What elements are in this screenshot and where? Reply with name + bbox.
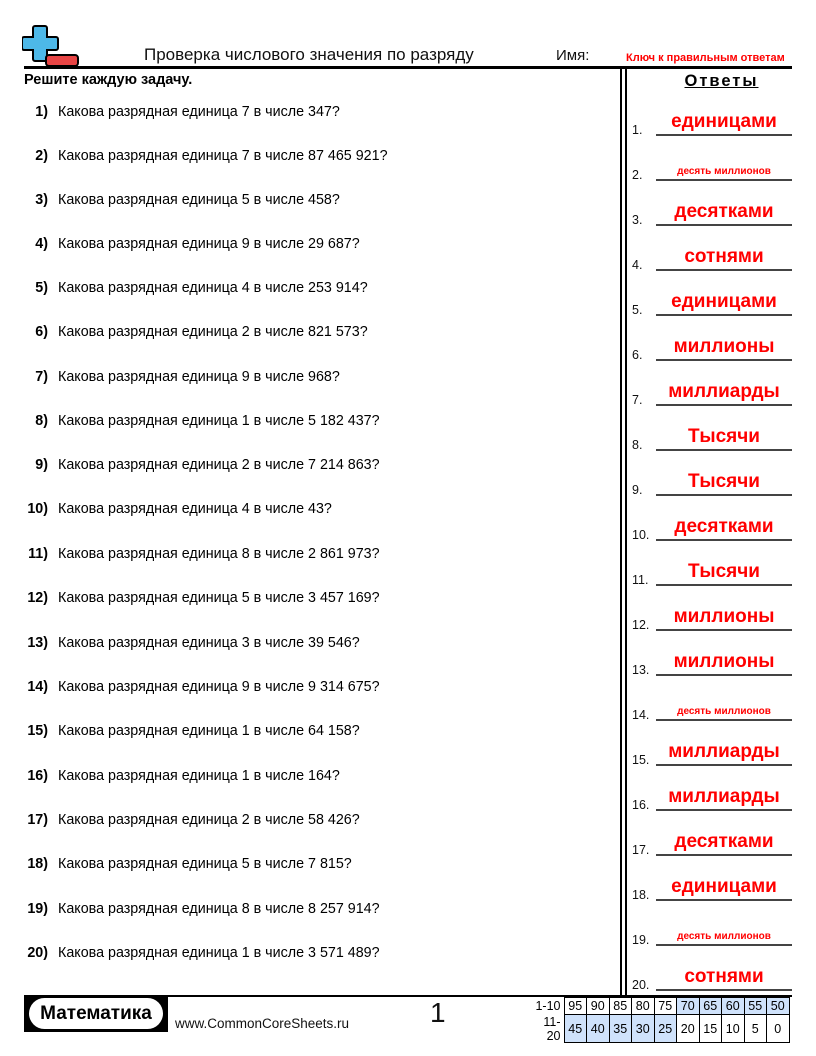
answer-line: [656, 179, 792, 181]
answer-value: десять миллионов: [677, 166, 771, 177]
answer-item: [632, 183, 792, 227]
answer-number: 4.: [632, 258, 643, 272]
answer-line: [656, 359, 792, 361]
answer-item: [632, 228, 792, 272]
score-cell: 35: [609, 1015, 632, 1043]
score-cell: 65: [699, 998, 722, 1015]
answer-number: 7.: [632, 393, 643, 407]
answer-item: [632, 363, 792, 407]
question-text: Какова разрядная единица 2 в числе 821 573?: [58, 324, 368, 340]
score-cell: 90: [587, 998, 610, 1015]
question-number: 5): [35, 280, 48, 296]
answer-item: [632, 93, 792, 137]
question-number: 1): [35, 104, 48, 120]
score-row-label: 11-20: [543, 1014, 561, 1043]
answer-number: 20.: [632, 978, 650, 992]
question-text: Какова разрядная единица 9 в числе 968?: [58, 369, 340, 385]
answers-heading: Ответы: [684, 72, 759, 90]
question-number: 4): [35, 236, 48, 252]
question-number: 14): [27, 679, 48, 695]
answer-value: миллионы: [673, 651, 775, 672]
score-cell: 50: [767, 998, 790, 1015]
answer-number: 12.: [632, 618, 650, 632]
answer-value: сотнями: [684, 246, 764, 267]
score-cell: 0: [767, 1015, 790, 1043]
plus-minus-logo-icon: [22, 24, 80, 68]
answer-item: [632, 138, 792, 182]
question-number: 6): [35, 324, 48, 340]
worksheet-title: Проверка числового значения по разряду: [144, 45, 474, 64]
answer-value: миллиарды: [668, 741, 780, 762]
answer-line: [656, 494, 792, 496]
score-cell: 55: [744, 998, 767, 1015]
answer-value: десять миллионов: [677, 706, 771, 717]
score-cell: 10: [722, 1015, 745, 1043]
answer-value: единицами: [671, 876, 777, 897]
score-table: [530, 997, 790, 1043]
answer-number: 8.: [632, 438, 643, 452]
answer-line: [656, 224, 792, 226]
score-cell: 95: [564, 998, 587, 1015]
answer-item: [632, 858, 792, 902]
answer-value: десятками: [674, 831, 774, 852]
answer-number: 11.: [632, 573, 649, 587]
question-text: Какова разрядная единица 2 в числе 58 426?: [58, 812, 360, 828]
question-text: Какова разрядная единица 8 в числе 8 257 914?: [58, 901, 380, 917]
score-cell: 20: [677, 1015, 700, 1043]
answer-line: [656, 134, 792, 136]
question-number: 16): [27, 768, 48, 784]
answer-number: 19.: [632, 933, 650, 947]
answer-item: [632, 453, 792, 497]
site-link[interactable]: www.CommonCoreSheets.ru: [175, 1016, 350, 1031]
question-text: Какова разрядная единица 2 в числе 7 214 863?: [58, 457, 380, 473]
question-text: Какова разрядная единица 7 в числе 87 465 921?: [58, 148, 388, 164]
answer-item: [632, 678, 792, 722]
answer-number: 18.: [632, 888, 650, 902]
answer-item: [632, 318, 792, 362]
header-divider: [24, 66, 792, 69]
answer-number: 17.: [632, 843, 650, 857]
answer-number: 1.: [632, 123, 643, 137]
question-number: 7): [35, 369, 48, 385]
answer-item: [632, 273, 792, 317]
answer-value: миллионы: [673, 606, 775, 627]
answer-number: 10.: [632, 528, 650, 542]
score-row: [530, 998, 789, 1015]
question-number: 17): [27, 812, 48, 828]
answer-value: десять миллионов: [677, 931, 771, 942]
question-text: Какова разрядная единица 1 в числе 3 571 489?: [58, 945, 380, 961]
answer-value: Тысячи: [688, 561, 760, 582]
answer-line: [656, 449, 792, 451]
answer-key-label: Ключ к правильным ответам: [626, 52, 785, 64]
question-number: 15): [27, 723, 48, 739]
answer-value: миллионы: [673, 336, 775, 357]
answer-line: [656, 899, 792, 901]
question-number: 2): [35, 148, 48, 164]
answer-line: [656, 674, 792, 676]
question-number: 10): [27, 501, 48, 517]
answer-item: [632, 408, 792, 452]
answer-line: [656, 269, 792, 271]
question-text: Какова разрядная единица 1 в числе 5 182 437?: [58, 413, 380, 429]
answer-item: [632, 543, 792, 587]
answer-line: [656, 764, 792, 766]
answer-value: десятками: [674, 516, 774, 537]
question-text: Какова разрядная единица 4 в числе 253 914?: [58, 280, 368, 296]
score-row: [530, 1015, 789, 1043]
answer-number: 14.: [632, 708, 650, 722]
page-number: 1: [430, 997, 446, 1028]
answer-line: [656, 584, 792, 586]
instructions: Решите каждую задачу.: [24, 72, 193, 88]
answer-number: 15.: [632, 753, 650, 767]
answer-line: [656, 989, 792, 991]
answer-item: [632, 588, 792, 632]
question-text: Какова разрядная единица 7 в числе 347?: [58, 104, 340, 120]
question-number: 20): [27, 945, 48, 961]
answer-line: [656, 719, 792, 721]
answer-line: [656, 314, 792, 316]
score-cell: 85: [609, 998, 632, 1015]
score-cell: 5: [744, 1015, 767, 1043]
question-number: 8): [35, 413, 48, 429]
answer-value: единицами: [671, 111, 777, 132]
question-number: 3): [35, 192, 48, 208]
answer-item: [632, 498, 792, 542]
score-cell: 25: [654, 1015, 677, 1043]
question-number: 19): [27, 901, 48, 917]
question-text: Какова разрядная единица 4 в числе 43?: [58, 501, 332, 517]
column-divider: [620, 69, 627, 996]
answer-item: [632, 768, 792, 812]
score-cell: 40: [587, 1015, 610, 1043]
question-text: Какова разрядная единица 9 в числе 29 687?: [58, 236, 360, 252]
question-text: Какова разрядная единица 3 в числе 39 546?: [58, 635, 360, 651]
score-cell: 60: [722, 998, 745, 1015]
answer-number: 5.: [632, 303, 643, 317]
score-cell: 15: [699, 1015, 722, 1043]
answer-line: [656, 629, 792, 631]
answer-item: [632, 723, 792, 767]
score-cell: 80: [632, 998, 655, 1015]
name-label: Имя:: [556, 47, 590, 64]
question-text: Какова разрядная единица 8 в числе 2 861 973?: [58, 546, 380, 562]
question-number: 18): [27, 856, 48, 872]
score-cell: 75: [654, 998, 677, 1015]
answer-line: [656, 539, 792, 541]
score-row-label: 1-10: [535, 999, 561, 1013]
question-text: Какова разрядная единица 1 в числе 164?: [58, 768, 340, 784]
question-text: Какова разрядная единица 1 в числе 64 158?: [58, 723, 360, 739]
score-cell: 45: [564, 1015, 587, 1043]
answer-number: 9.: [632, 483, 643, 497]
question-number: 9): [35, 457, 48, 473]
question-number: 11): [28, 546, 48, 562]
answer-number: 2.: [632, 168, 643, 182]
score-cell: 30: [632, 1015, 655, 1043]
answer-value: Тысячи: [688, 471, 760, 492]
answer-value: миллиарды: [668, 381, 780, 402]
question-text: Какова разрядная единица 5 в числе 7 815?: [58, 856, 352, 872]
question-text: Какова разрядная единица 5 в числе 458?: [58, 192, 340, 208]
answer-value: сотнями: [684, 966, 764, 987]
answer-number: 3.: [632, 213, 643, 227]
answer-value: миллиарды: [668, 786, 780, 807]
answer-line: [656, 944, 792, 946]
answer-item: [632, 948, 792, 992]
answer-line: [656, 809, 792, 811]
answer-line: [656, 404, 792, 406]
question-number: 13): [27, 635, 48, 651]
question-text: Какова разрядная единица 9 в числе 9 314 675?: [58, 679, 380, 695]
score-cell: 70: [677, 998, 700, 1015]
answer-line: [656, 854, 792, 856]
answer-value: десятками: [674, 201, 774, 222]
answer-value: Тысячи: [688, 426, 760, 447]
answer-item: [632, 633, 792, 677]
answer-number: 16.: [632, 798, 650, 812]
answer-number: 13.: [632, 663, 650, 677]
question-number: 12): [27, 590, 48, 606]
answer-item: [632, 903, 792, 947]
answer-item: [632, 813, 792, 857]
brand-label: Математика: [29, 998, 163, 1029]
answer-value: единицами: [671, 291, 777, 312]
question-text: Какова разрядная единица 5 в числе 3 457 169?: [58, 590, 380, 606]
answer-number: 6.: [632, 348, 643, 362]
